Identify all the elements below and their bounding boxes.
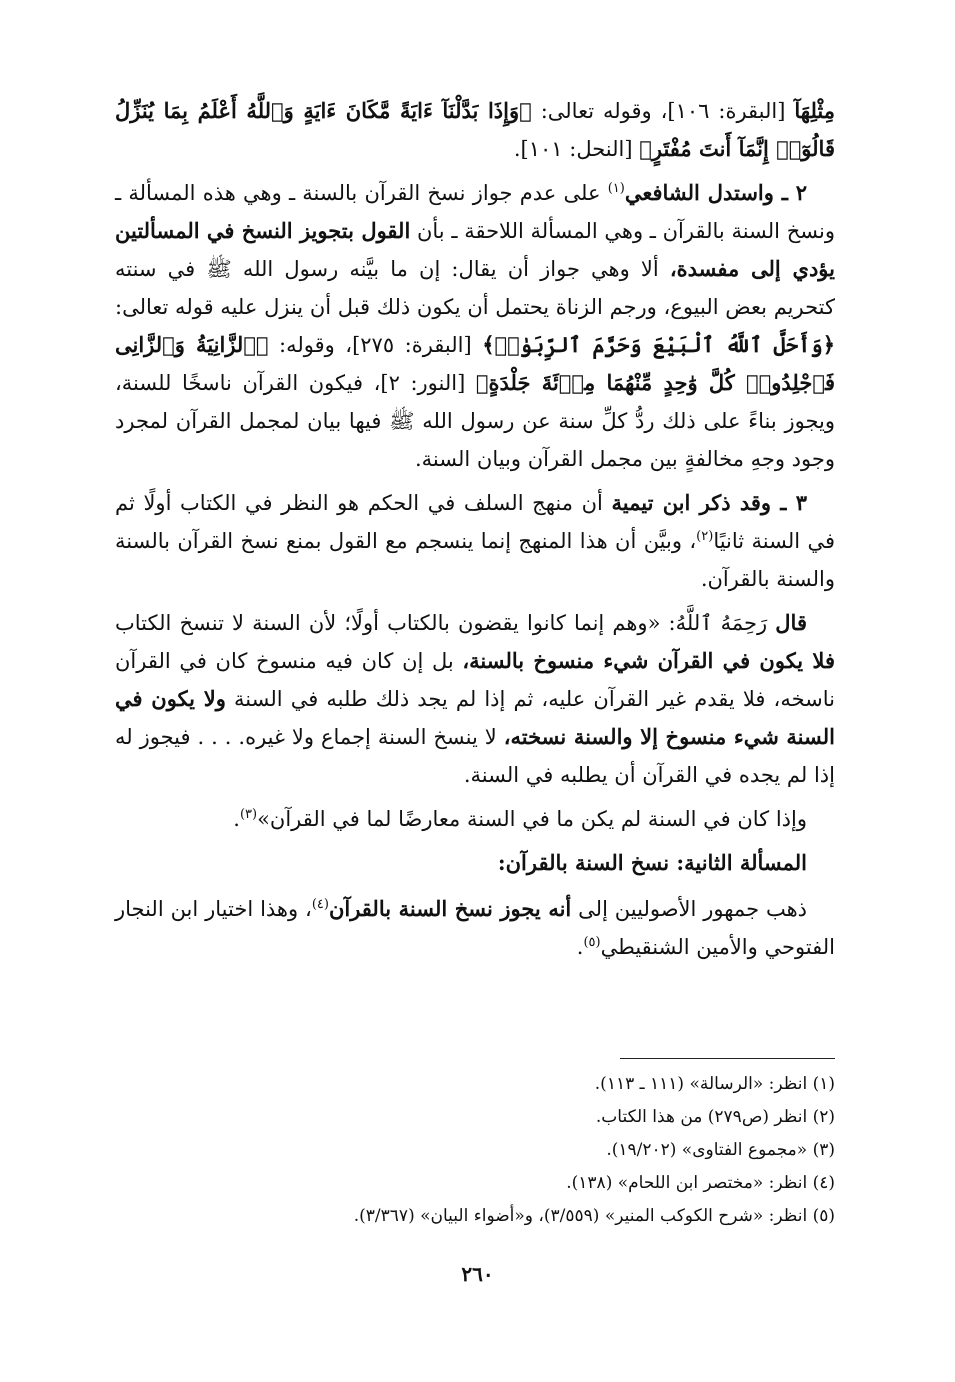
paragraph-3 — [115, 484, 835, 598]
text-run: وإذا كان في السنة لم يكن ما في السنة معارضًا لما في القرآن» — [257, 807, 807, 831]
bold-phrase: القول بتجويز النسخ في المسألتين يؤدي إلى مفسدة، — [115, 218, 835, 281]
bold-phrase: ولا يكون في السنة شيء منسوخ إلا والسنة نسخته، — [115, 686, 835, 749]
footnote-2: (٢) انظر (ص٢٧٩) من هذا الكتاب. — [595, 1107, 835, 1127]
bold-phrase: أنه يجوز نسخ السنة بالقرآن — [328, 896, 572, 921]
footnote-ref: (٣) — [239, 807, 258, 822]
section-heading: المسألة الثانية: نسخ السنة بالقرآن: — [497, 850, 807, 875]
footnotes — [115, 1068, 835, 1233]
text-run: [البقرة: ٢٧٥]، وقوله: — [268, 333, 483, 357]
footnote-ref: (٢) — [696, 529, 714, 544]
text-run: [النحل: ١٠١]. — [513, 137, 640, 161]
text-run: ، وهذا اختيار ابن النجار الفتوحي والأمين الشنقيطي — [115, 897, 835, 959]
text-run: . — [576, 935, 584, 959]
text-run: [البقرة: ١٠٦]، وقوله تعالى: — [531, 99, 795, 123]
text-run: على عدم جواز نسخ القرآن بالسنة ـ وهي هذه المسألة ـ ونسخ السنة بالقرآن ـ وهي المسألة اللاحقة ـ بأن — [115, 181, 835, 243]
paragraph-6 — [115, 890, 835, 966]
text-run: [النور: ٢]، فيكون القرآن ناسخًا للسنة، ويجوز بناءً على ذلك ردُّ كلِّ سنة عن رسول الله ﷺ فيها بيان لمجمل القرآن لمجرد وجود وجهِ مخالفةٍ بين مجمل القرآن وبيان السنة. — [115, 371, 835, 471]
paragraph-2 — [115, 174, 835, 478]
footnote-4: (٤) انظر: «مختصر ابن اللحام» (١٣٨). — [566, 1173, 835, 1193]
text-run: لا ينسخ السنة إجماع ولا غيره. . . . فيجوز له إذا لم يجده في القرآن أن يطلبه في السنة. — [115, 725, 835, 787]
point-heading: ٢ ـ واستدل الشافعي — [624, 180, 808, 205]
footnote-5: (٥) انظر: «شرح الكوكب المنير» (٣/٥٥٩)، و«أضواء البيان» (٣/٣٦٧). — [353, 1206, 835, 1226]
text-run: ذهب جمهور الأصوليين إلى — [571, 897, 807, 921]
main-text — [115, 92, 835, 972]
quran-verse: ﴿ٱلزَّانِيَةُ وَٱلزَّانِى فَٱجْلِدُوا۟ كُلَّ وَٰحِدٍ مِّنْهُمَا مِا۟ئَةَ جَلْدَةٍ﴾ — [115, 332, 835, 395]
paragraph-1 — [115, 92, 835, 168]
footnote-ref: (٤) — [311, 897, 329, 912]
quran-verse: ﴿وَأَحَلَّ ٱللَّهُ ٱلْبَيْعَ وَحَرَّمَ ٱلرِّبَوٰا۟﴾ — [482, 332, 835, 357]
paragraph-5 — [115, 800, 835, 838]
footnote-1: (١) انظر: «الرسالة» (١١١ ـ ١١٣). — [594, 1074, 835, 1094]
bold-phrase: فلا يكون في القرآن شيء منسوخ بالسنة، — [462, 648, 835, 673]
paragraph-4 — [115, 604, 835, 794]
text-run: رَحِمَهُ ٱللَّهُ: «وهم إنما كانوا يقضون بالكتاب أولًا؛ لأن السنة لا تنسخ الكتاب — [115, 611, 776, 635]
text-run: . — [233, 807, 240, 831]
quran-verse: ﴿وَإِذَا بَدَّلْنَآ ءَايَةً مَّكَانَ ءَايَةٍ وَٱللَّهُ أَعْلَمُ بِمَا يُنَزِّلُ قَالُوٓا۟ إِنَّمَآ أَنتَ مُفْتَرٍ﴾ — [115, 98, 835, 161]
footnote-ref: (١) — [607, 181, 625, 196]
quran-verse-end: مِثْلِهَآ — [794, 98, 835, 123]
footnote-3: (٣) «مجموع الفتاوى» (١٩/٢٠٢). — [606, 1140, 835, 1160]
text-run: أن منهج السلف في الحكم هو النظر في الكتاب أولًا ثم في السنة ثانيًا — [115, 491, 836, 553]
point-heading: ٣ ـ وقد ذكر ابن تيمية — [611, 490, 807, 515]
page-number: ٢٦٠ — [461, 1262, 494, 1286]
footnote-ref: (٥) — [583, 935, 601, 950]
text-run: بل إن كان فيه منسوخ كان في القرآن ناسخه، فلا يقدم غير القرآن عليه، ثم إذا لم يجد ذلك طلبه في السنة — [115, 649, 835, 711]
text-run: ، وبيَّن أن هذا المنهج إنما ينسجم مع القول بمنع نسخ القرآن بالسنة والسنة بالقرآن. — [115, 529, 835, 591]
quote-intro: قال — [775, 610, 807, 635]
text-run: ألا وهي جواز أن يقال: إن ما بيَّنه رسول الله ﷺ في سنته كتحريم بعض البيوع، ورجم الزناة يحتمل أن يكون ذلك قبل أن ينزل عليه قوله تعالى: — [115, 257, 835, 319]
footnote-divider — [620, 1058, 835, 1059]
